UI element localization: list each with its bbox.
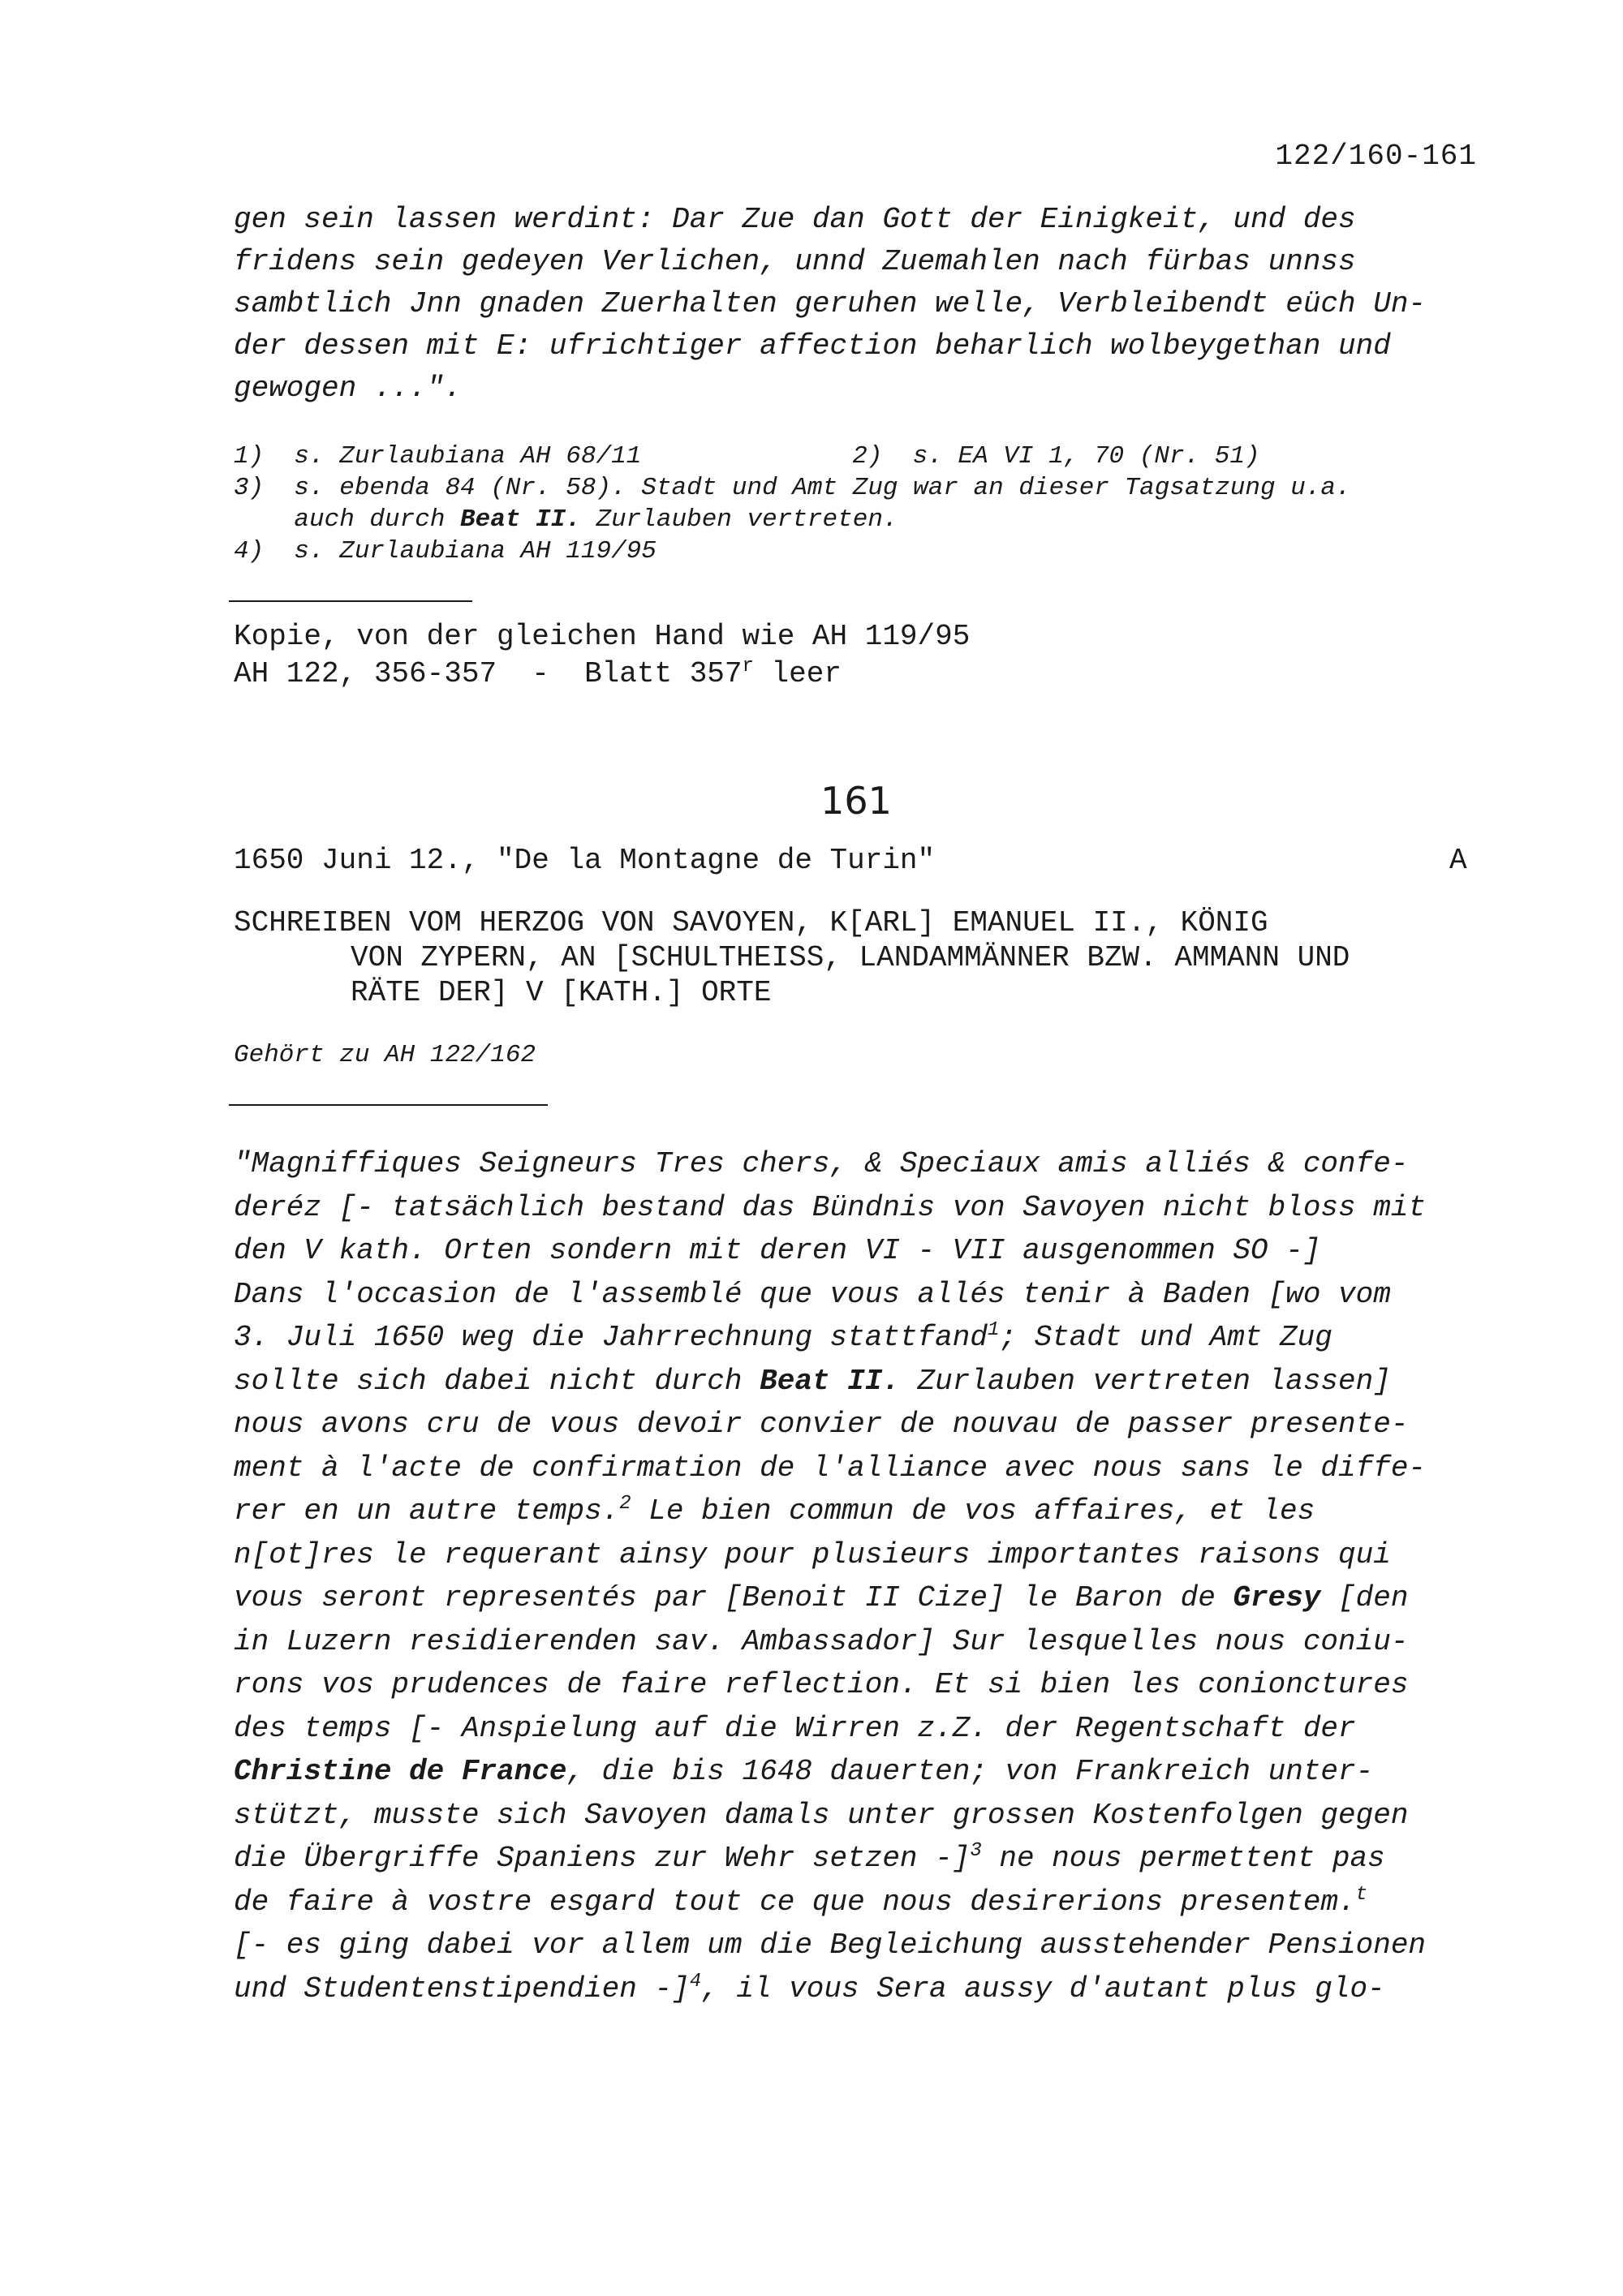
footnote-3: 3) s. ebenda 84 (Nr. 58). Stadt und Amt Zug war an dieser Tagsatzung u.a. — [234, 474, 1351, 502]
divider-rule — [229, 1104, 548, 1106]
footnote-ref: t — [1355, 1883, 1368, 1906]
footnote-4: 4) s. Zurlaubiana AH 119/95 — [234, 537, 657, 565]
source-note — [234, 618, 970, 693]
text-line: in Luzern residierenden sav. Ambassador] Sur lesquelles nous coniu- — [234, 1624, 1409, 1658]
bold-name: Gresy — [1233, 1581, 1321, 1615]
belongs-to-note: Gehört zu AH 122/162 — [234, 1041, 536, 1069]
document-classification: A — [1449, 844, 1467, 877]
heading-line: RÄTE DER] V [KATH.] ORTE — [351, 976, 772, 1009]
text-line: vous seront representés par [Benoit II Cize] le Baron de Gresy [den — [234, 1581, 1409, 1615]
text-line: der dessen mit E: ufrichtiger affection beharlich wolbeygethan und — [234, 329, 1391, 363]
document-date-place: 1650 Juni 12., "De la Montagne de Turin" — [234, 844, 936, 877]
text-line: fridens sein gedeyen Verlichen, unnd Zuemahlen nach fürbas unnss — [234, 245, 1356, 278]
text-line: rons vos prudences de faire reflection. Et si bien les conionctures — [234, 1668, 1409, 1701]
document-number: 161 — [820, 779, 892, 823]
bold-name: Christine de France — [234, 1755, 567, 1788]
footnote-ref: 4 — [689, 1970, 702, 1993]
heading-line: SCHREIBEN VOM HERZOG VON SAVOYEN, K[ARL] EMANUEL II., KÖNIG — [234, 906, 1268, 939]
bold-name: Beat II. — [760, 1364, 900, 1398]
text-line: ment à l'acte de confirmation de l'alliance avec nous sans le diffe- — [234, 1451, 1427, 1485]
text-line: die Übergriffe Spaniens zur Wehr setzen -]$^3$ ne nous permettent pas — [234, 1840, 1385, 1875]
footnote-ref: 3 — [970, 1840, 982, 1862]
text-line: [- es ging dabei vor allem um die Begleichung ausstehender Pensionen — [234, 1928, 1427, 1962]
text-line: 3. Juli 1650 weg die Jahrrechnung stattfand$^1$; Stadt und Amt Zug — [234, 1319, 1332, 1354]
text-line: des temps [- Anspielung auf die Wirren z.Z. der Regentschaft der — [234, 1711, 1356, 1745]
heading-line: VON ZYPERN, AN [SCHULTHEISS, LANDAMMÄNNER BZW. AMMANN UND — [351, 941, 1350, 974]
text-line: de faire à vostre esgard tout ce que nous desirerions presentem.$^t$ — [234, 1883, 1368, 1919]
footnote-2: 2) s. EA VI 1, 70 (Nr. 51) — [852, 442, 1260, 471]
divider-rule — [229, 600, 472, 602]
text-line: und Studentenstipendien -]$^4$, il vous Sera aussy d'autant plus glo- — [234, 1970, 1385, 2006]
text-line: "Magniffiques Seigneurs Tres chers, & Speciaux amis alliés & confe- — [234, 1147, 1409, 1180]
footnote-ref: 2 — [619, 1493, 631, 1515]
bold-name: Beat II. — [460, 505, 581, 534]
text-line: nous avons cru de vous devoir convier de nouvau de passer presente- — [234, 1408, 1409, 1441]
text-line: gen sein lassen werdint: Dar Zue dan Gott der Einigkeit, und des — [234, 203, 1356, 236]
text-line: stützt, musste sich Savoyen damals unter grossen Kostenfolgen gegen — [234, 1798, 1409, 1832]
footnote-ref: 1 — [987, 1319, 1000, 1341]
footnotes — [234, 441, 1492, 567]
text-line: deréz [- tatsächlich bestand das Bündnis von Savoyen nicht bloss mit — [234, 1190, 1427, 1224]
footnote-1: 1) s. Zurlaubiana AH 68/11 — [234, 442, 642, 471]
footnote-3-continued: auch durch Beat II. Zurlauben vertreten. — [234, 505, 898, 534]
text-line: gewogen ...". — [234, 372, 462, 405]
text-line: sambtlich Jnn gnaden Zuerhalten geruhen welle, Verbleibendt eüch Un- — [234, 287, 1427, 320]
text-line: Christine de France, die bis 1648 dauerten; von Frankreich unter- — [234, 1755, 1374, 1788]
source-line: AH 122, 356-357 - Blatt 357$^r$ leer — [234, 656, 842, 690]
source-line: Kopie, von der gleichen Hand wie AH 119/95 — [234, 620, 971, 653]
text-line: den V kath. Orten sondern mit deren VI - VII ausgenommen SO -] — [234, 1234, 1321, 1267]
footnote-row — [234, 441, 1492, 472]
text-line: rer en un autre temps.$^2$ Le bien commun de vos affaires, et les — [234, 1493, 1315, 1528]
letter-text — [234, 1142, 1500, 2010]
text-line: Dans l'occasion de l'assemblé que vous allés tenir à Baden [wo vom — [234, 1277, 1391, 1311]
page-number: 122/160-161 — [1275, 140, 1477, 173]
continuation-paragraph — [234, 199, 1475, 410]
text-line: sollte sich dabei nicht durch Beat II. Zurlauben vertreten lassen] — [234, 1364, 1391, 1398]
document-heading — [234, 905, 1500, 1010]
text-line: n[ot]res le requerant ainsy pour plusieurs importantes raisons qui — [234, 1537, 1391, 1572]
